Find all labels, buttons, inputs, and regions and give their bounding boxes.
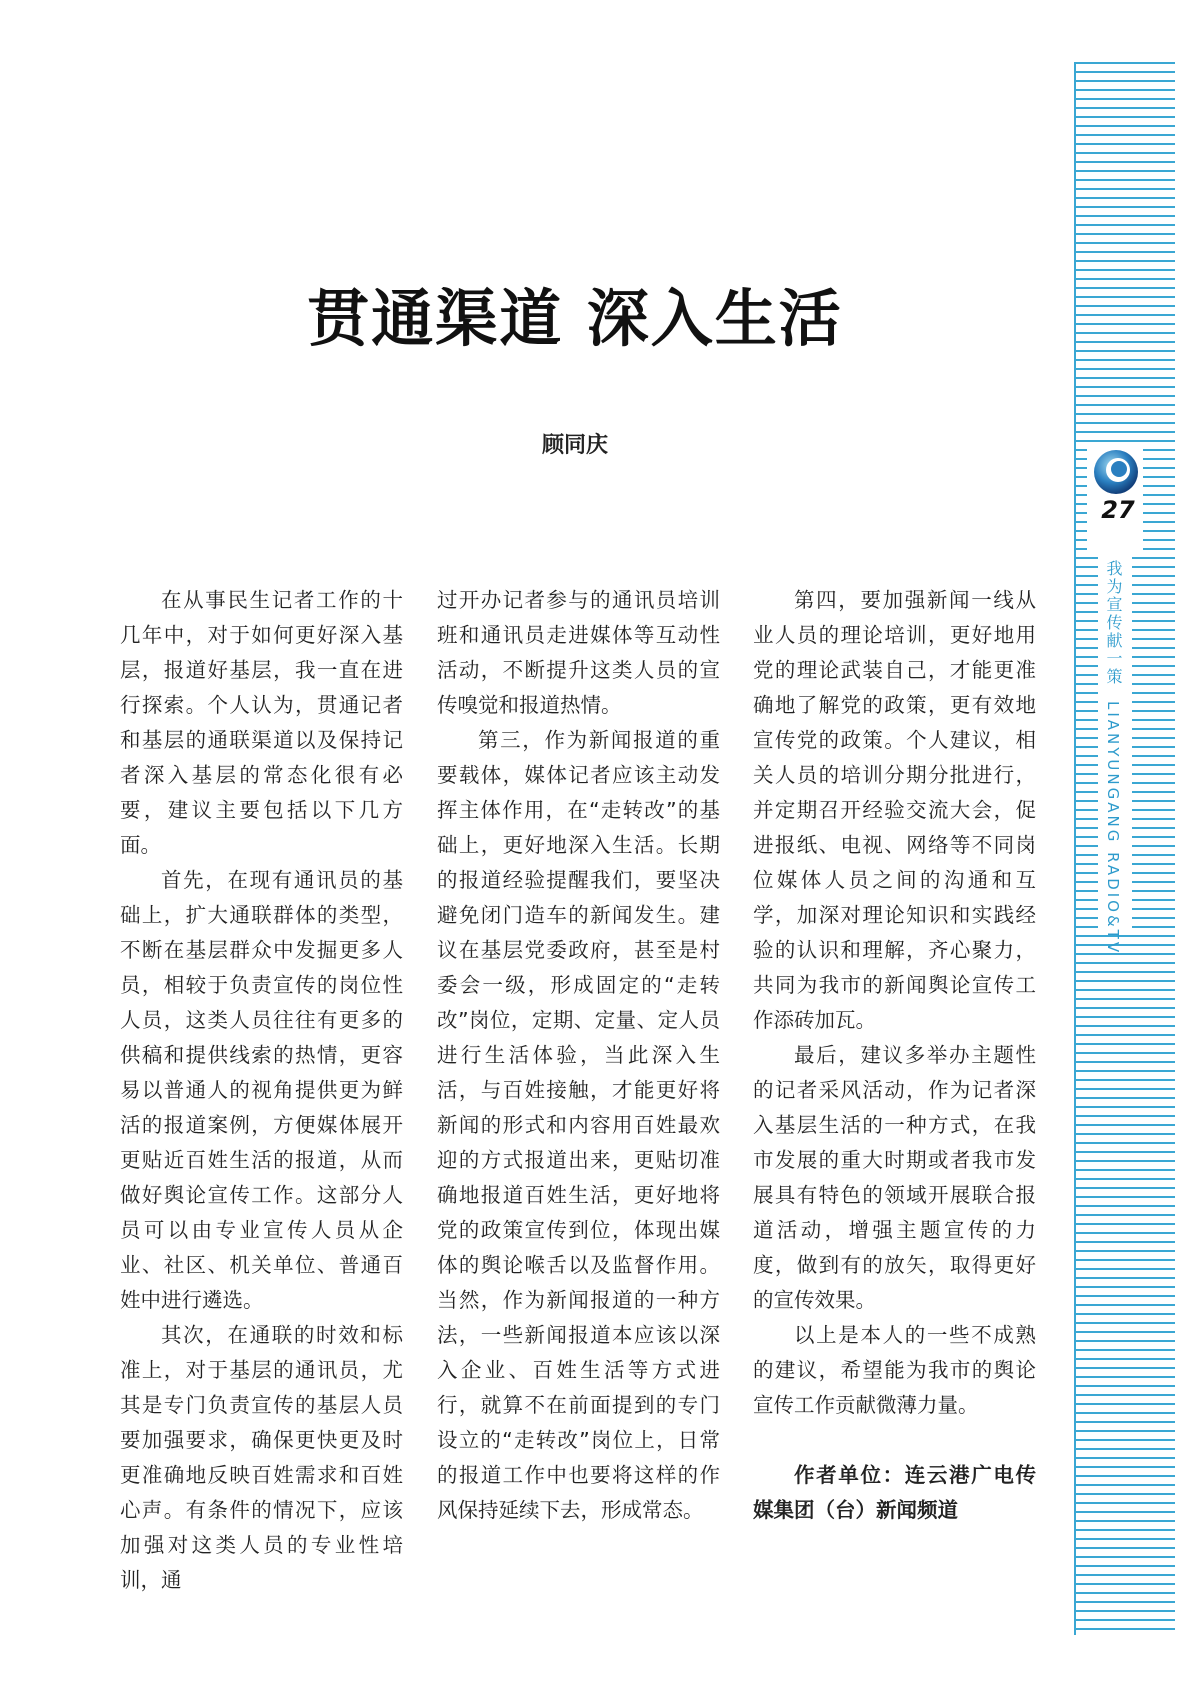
author-name: 顾同庆 <box>541 433 608 458</box>
magazine-logo-icon <box>1092 448 1140 496</box>
paragraph: 首先，在现有通讯员的基础上，扩大通联群体的类型，不断在基层群众中发掘更多人员，相较于负责宣传的岗位性人员，这类人员往往有更多的供稿和提供线索的热情，更容易以普通人的视角提供更为鲜活的报道案例，方便媒体展开更贴近百姓生活的报道，从而做好舆论宣传工作。这部分人员可以由专业宣传人员从企业、社区、机关单位、普通百姓中进行遴选。 <box>120 868 403 1312</box>
section-title-zh: 我为宣传献一策 <box>1104 560 1123 686</box>
section-label <box>1102 560 1125 955</box>
text-column-2 <box>437 583 720 1528</box>
paragraph: 第三，作为新闻报道的重要载体，媒体记者应该主动发挥主体作用，在“走转改”的基础上，更好地深入生活。长期的报道经验提醒我们，要坚决避免闭门造车的新闻发生。建议在基层党委政府，甚至是村委会一级，形成固定的“走转改”岗位，定期、定量、定人员进行生活体验，当此深入生活，与百姓接触，才能更好将新闻的形式和内容用百姓最欢迎的方式报道出来，更贴切准确地报道百姓生活，更好地将党的政策宣传到位，体现出媒体的舆论喉舌以及监督作用。当然，作为新闻报道的一种方法，一些新闻报道本应该以深入企业、百姓生活等方式进行，就算不在前面提到的专门设立的“走转改”岗位上，日常的报道工作中也要将这样的作风保持延续下去，形成常态。 <box>437 728 720 1522</box>
author-affiliation: 作者单位：连云港广电传媒集团（台）新闻频道 <box>753 1463 1036 1522</box>
paragraph: 最后，建议多举办主题性的记者采风活动，作为记者深入基层生活的一种方式，在我市发展的重大时期或者我市发展具有特色的领域开展联合报道活动，增强主题宣传的力度，做到有的放矢，取得更好的宣传效果。 <box>753 1043 1036 1312</box>
stripes-border <box>1074 62 1076 1635</box>
text-column-1 <box>120 583 403 1598</box>
text-column-3 <box>753 583 1036 1528</box>
article-title: 贯通渠道 深入生活 <box>307 282 843 355</box>
paragraph: 其次，在通联的时效和标准上，对于基层的通讯员，尤其是专门负责宣传的基层人员要加强要求，确保更快更及时更准确地反映百姓需求和百姓心声。有条件的情况下，应该加强对这类人员的专业性培训，通 <box>120 1323 403 1592</box>
paragraph: 以上是本人的一些不成熟的建议，希望能为我市的舆论宣传工作贡献微薄力量。 <box>753 1323 1036 1417</box>
section-title-en: LIANYUNGANG RADIO&TV <box>1104 701 1122 956</box>
paragraph: 第四，要加强新闻一线从业人员的理论培训，更好地用党的理论武装自己，才能更准确地了解党的政策，更有效地宣传党的政策。个人建议，相关人员的培训分期分批进行，并定期召开经验交流大会，促进报纸、电视、网络等不同岗位媒体人员之间的沟通和互学，加深对理论知识和实践经验的认识和理解，齐心聚力，共同为我市的新闻舆论宣传工作添砖加瓦。 <box>753 588 1036 1032</box>
paragraph-continued: 过开办记者参与的通讯员培训班和通讯员走进媒体等互动性活动，不断提升这类人员的宣传嗅觉和报道热情。 <box>437 588 720 717</box>
page-number: 27 <box>1101 496 1135 524</box>
paragraph: 在从事民生记者工作的十几年中，对于如何更好深入基层，报道好基层，我一直在进行探索。个人认为，贯通记者和基层的通联渠道以及保持记者深入基层的常态化很有必要，建议主要包括以下几方面。 <box>120 588 403 857</box>
